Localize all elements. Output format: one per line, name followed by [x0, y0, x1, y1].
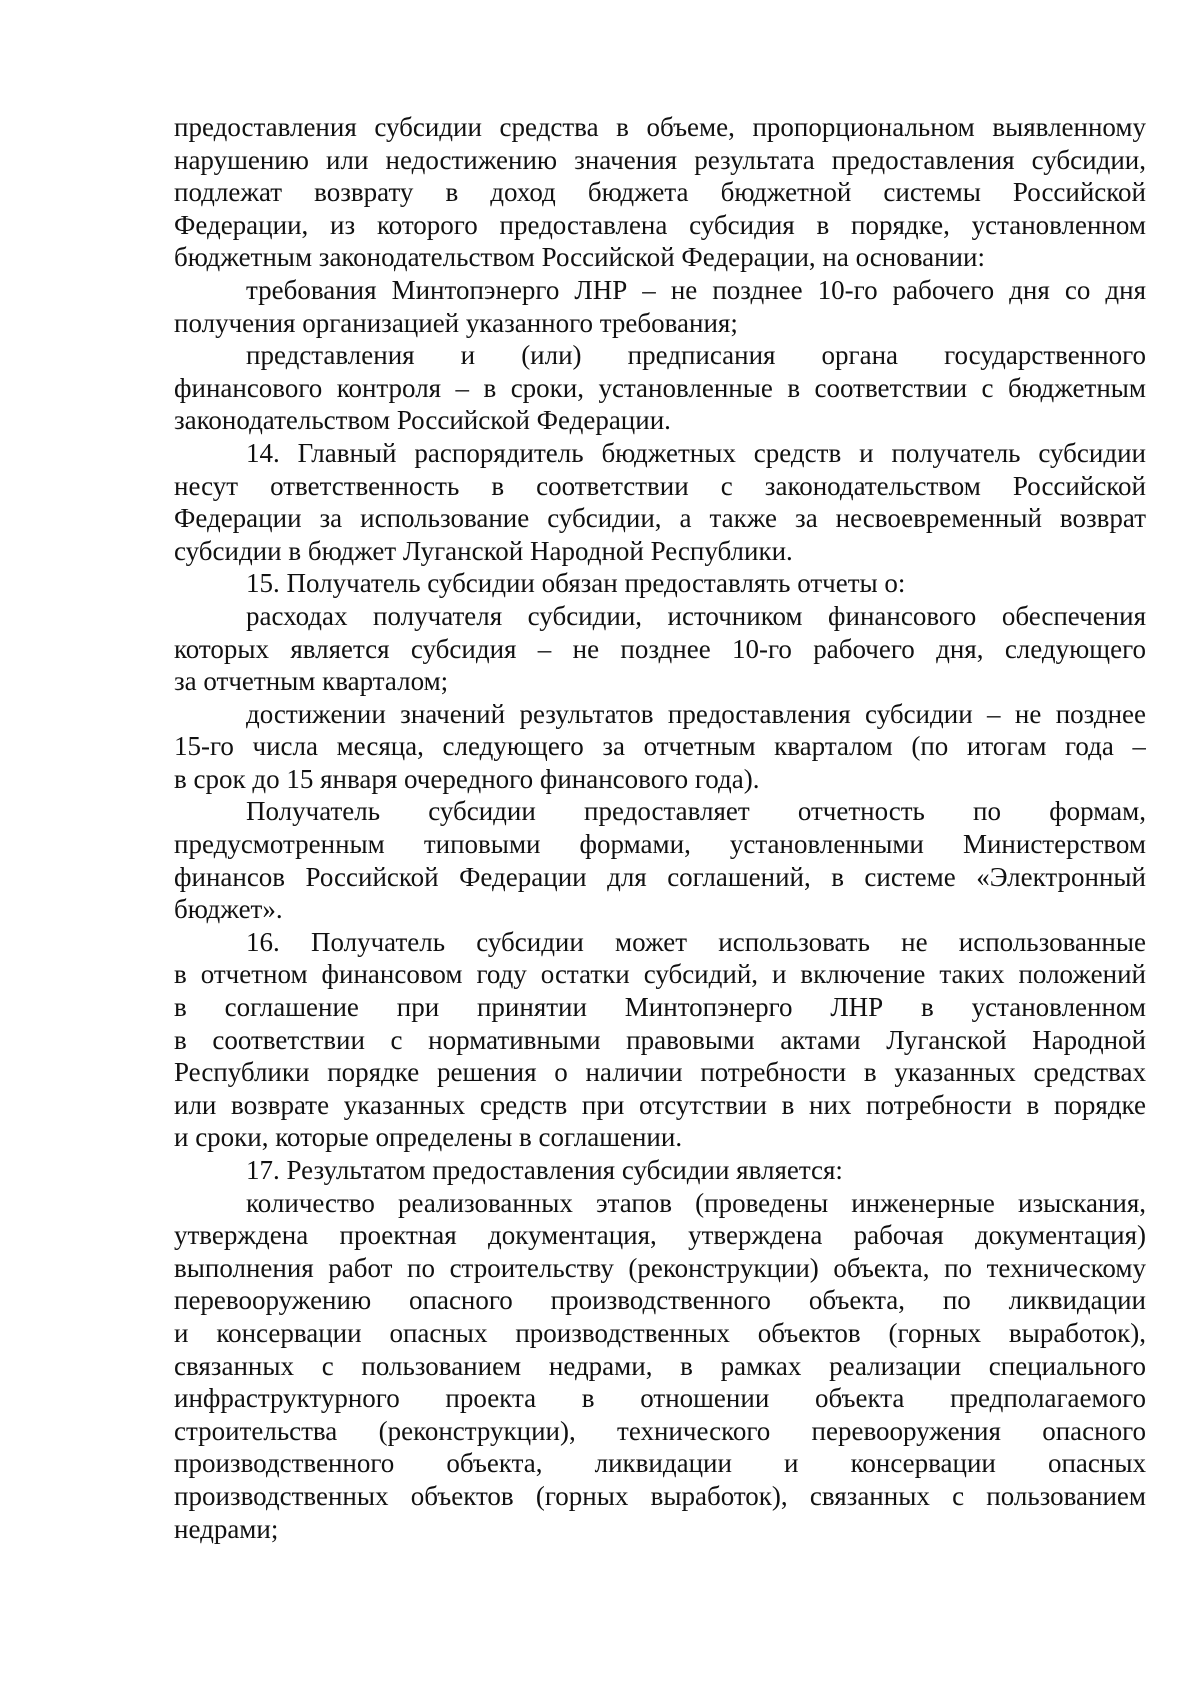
- document-line: 15-го числа месяца, следующего за отчетным кварталом (по итогам года –: [174, 731, 1146, 762]
- document-line: бюджетным законодательством Российской Федерации, на основании:: [174, 242, 985, 273]
- document-line: производственного объекта, ликвидации и консервации опасных: [174, 1448, 1146, 1479]
- document-line: количество реализованных этапов (проведены инженерные изыскания,: [246, 1187, 1146, 1218]
- document-line: 16. Получатель субсидии может использовать не использованные: [246, 926, 1146, 957]
- document-line: 15. Получатель субсидии обязан предоставлять отчеты о:: [246, 568, 906, 599]
- document-line: Получатель субсидии предоставляет отчетность по формам,: [246, 796, 1146, 827]
- document-line: финансового контроля – в сроки, установленные в соответствии с бюджетным: [174, 372, 1146, 403]
- document-line: в соглашение при принятии Минтопэнерго ЛНР в установленном: [174, 992, 1146, 1023]
- document-line: 17. Результатом предоставления субсидии является:: [246, 1155, 843, 1185]
- document-line: расходах получателя субсидии, источником финансового обеспечения: [246, 600, 1146, 631]
- document-line: Федерации, из которого предоставлена субсидия в порядке, установленном: [174, 209, 1146, 240]
- document-line: подлежат возврату в доход бюджета бюджетной системы Российской: [174, 177, 1146, 208]
- document-line: Федерации за использование субсидии, а также за несвоевременный возврат: [174, 503, 1146, 534]
- document-line: предоставления субсидии средства в объеме, пропорциональном выявленному: [174, 112, 1146, 142]
- document-line: или возврате указанных средств при отсутствии в них потребности в порядке: [174, 1089, 1146, 1120]
- document-line: 14. Главный распорядитель бюджетных средств и получатель субсидии: [246, 437, 1146, 468]
- document-line: законодательством Российской Федерации.: [174, 405, 671, 436]
- document-line: достижении значений результатов предоставления субсидии – не позднее: [246, 698, 1146, 729]
- document-line: несут ответственность в соответствии с законодательством Российской: [174, 470, 1146, 501]
- document-line: утверждена проектная документация, утверждена рабочая документация): [174, 1220, 1146, 1251]
- document-line: и консервации опасных производственных объектов (горных выработок),: [174, 1317, 1146, 1348]
- document-line: выполнения работ по строительству (реконструкции) объекта, по техническому: [174, 1252, 1146, 1283]
- document-line: в отчетном финансовом году остатки субсидий, и включение таких положений: [174, 959, 1146, 990]
- document-line: производственных объектов (горных выработок), связанных с пользованием: [174, 1480, 1146, 1511]
- document-line: бюджет».: [174, 894, 283, 925]
- document-line: получения организацией указанного требования;: [174, 307, 738, 338]
- document-line: которых является субсидия – не позднее 10-го рабочего дня, следующего: [174, 633, 1146, 664]
- document-line: связанных с пользованием недрами, в рамках реализации специального: [174, 1350, 1146, 1381]
- document-line: за отчетным кварталом;: [174, 666, 449, 697]
- document-line: строительства (реконструкции), технического перевооружения опасного: [174, 1415, 1146, 1446]
- document-body: [174, 111, 1146, 1545]
- document-line: субсидии в бюджет Луганской Народной Республики.: [174, 535, 793, 566]
- document-line: недрами;: [174, 1513, 279, 1544]
- document-line: финансов Российской Федерации для соглашений, в системе «Электронный: [174, 861, 1146, 892]
- document-line: и сроки, которые определены в соглашении.: [174, 1122, 683, 1153]
- document-line: в соответствии с нормативными правовыми актами Луганской Народной: [174, 1024, 1146, 1055]
- document-line: представления и (или) предписания органа государственного: [246, 340, 1146, 371]
- document-line: предусмотренным типовыми формами, установленными Министерством: [174, 829, 1146, 860]
- document-line: требования Минтопэнерго ЛНР – не позднее 10-го рабочего дня со дня: [246, 274, 1146, 305]
- document-line: нарушению или недостижению значения результата предоставления субсидии,: [174, 144, 1146, 175]
- document-line: в срок до 15 января очередного финансового года).: [174, 763, 760, 794]
- document-line: перевооружению опасного производственного объекта, по ликвидации: [174, 1285, 1146, 1316]
- document-line: инфраструктурного проекта в отношении объекта предполагаемого: [174, 1383, 1146, 1414]
- document-line: Республики порядке решения о наличии потребности в указанных средствах: [174, 1057, 1146, 1088]
